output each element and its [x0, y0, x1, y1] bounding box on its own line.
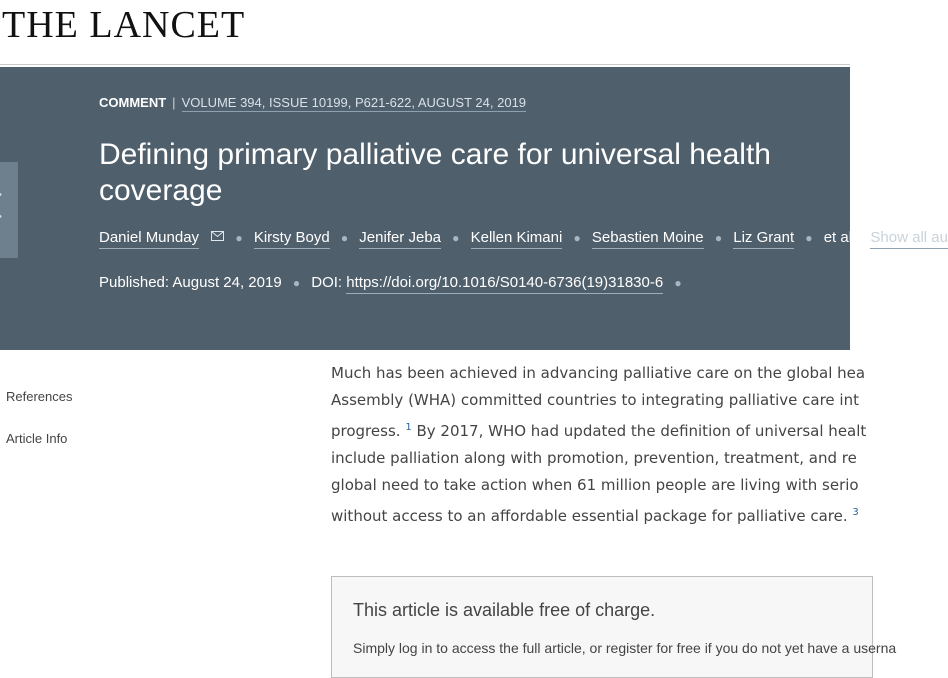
- separator-dot: ●: [235, 231, 243, 246]
- reference-link[interactable]: 1: [405, 422, 412, 433]
- body-line: [331, 414, 891, 445]
- article-body: [331, 360, 891, 530]
- separator-dot: ●: [573, 231, 581, 246]
- author-link[interactable]: Jenifer Jeba: [359, 229, 441, 249]
- article-header-content: [99, 95, 948, 292]
- separator-dot: ●: [292, 276, 301, 291]
- separator-dot: ●: [452, 231, 460, 246]
- body-line: [331, 499, 891, 530]
- dot-icon: [0, 210, 2, 224]
- article-meta: [99, 95, 859, 113]
- nav-item-references[interactable]: References: [6, 389, 73, 404]
- article-type: COMMENT: [99, 95, 167, 110]
- publication-info: [99, 274, 859, 291]
- doi-label: DOI:: [311, 274, 343, 292]
- mail-icon[interactable]: [211, 231, 224, 241]
- body-text: without access to an affordable essential package for palliative care.: [331, 507, 848, 525]
- author-link[interactable]: Kellen Kimani: [471, 229, 563, 249]
- dot-icon: [0, 188, 2, 202]
- show-all-authors-link[interactable]: Show all au: [870, 229, 948, 249]
- body-line: Much has been achieved in advancing palliative care on the global hea: [331, 364, 866, 382]
- body-text: progress.: [331, 422, 401, 440]
- journal-logo[interactable]: THE LANCET: [2, 4, 246, 46]
- author-link[interactable]: Kirsty Boyd: [254, 229, 330, 249]
- et-al: et al.: [823, 229, 857, 247]
- body-line: include palliation along with promotion, prevention, treatment, and re: [331, 449, 857, 467]
- author-link[interactable]: Sebastien Moine: [592, 229, 704, 249]
- article-title: Defining primary palliative care for universal health coverage: [99, 138, 771, 207]
- masthead: [0, 0, 850, 65]
- separator-dot: ●: [674, 276, 682, 291]
- nav-item-article-info[interactable]: Article Info: [6, 431, 68, 446]
- author-list: [99, 229, 948, 251]
- separator-dot: ●: [340, 231, 349, 246]
- doi-link[interactable]: https://doi.org/10.1016/S0140-6736(19)31830-6: [346, 274, 663, 294]
- author-link[interactable]: Liz Grant: [733, 229, 794, 249]
- reference-link[interactable]: 3: [852, 507, 859, 518]
- volume-link[interactable]: VOLUME 394, ISSUE 10199, P621-622, AUGUST 24, 2019: [181, 95, 527, 110]
- access-title: This article is available free of charge.: [353, 600, 656, 620]
- body-line: Assembly (WHA) committed countries to integrating palliative care int: [331, 391, 859, 409]
- published-date: August 24, 2019: [172, 274, 282, 292]
- side-panel-toggle[interactable]: [0, 162, 18, 258]
- separator-dot: ●: [805, 231, 813, 246]
- separator-dot: ●: [714, 231, 723, 246]
- published-label: Published:: [99, 274, 170, 292]
- article-nav: [6, 389, 72, 473]
- body-text: By 2017, WHO had updated the definition of universal healt: [416, 422, 867, 440]
- access-notice: [331, 576, 897, 678]
- body-line: global need to take action when 61 million people are living with serio: [331, 476, 859, 494]
- author-link[interactable]: Daniel Munday: [99, 229, 199, 249]
- access-description: Simply log in to access the full article, or register for free if you do not yet have a userna: [353, 640, 897, 656]
- separator: |: [172, 95, 176, 110]
- article-header: [0, 67, 948, 350]
